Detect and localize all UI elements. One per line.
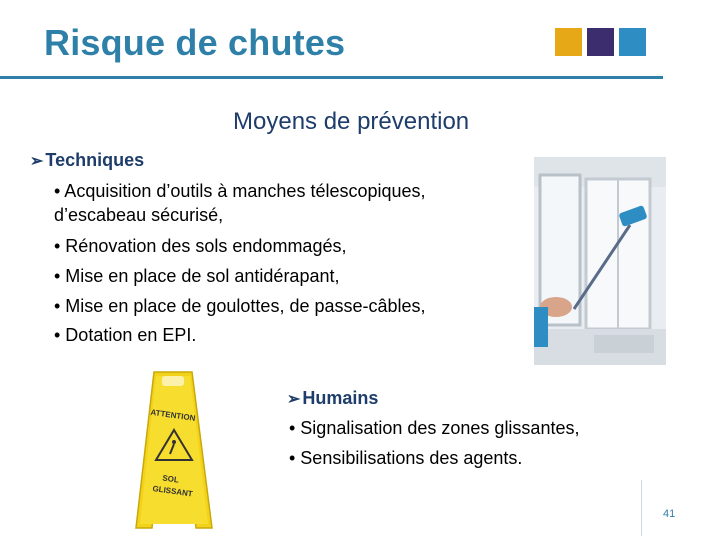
slide-subtitle: Moyens de prévention (233, 108, 470, 135)
arrow-bullet-icon: ➢ (30, 153, 44, 170)
techniques-heading-label: Techniques (45, 150, 145, 170)
page-number: 41 (663, 508, 676, 520)
list-item: • Signalisation des zones glissantes, (289, 418, 580, 438)
list-item: • Mise en place de goulottes, de passe-câbles, (54, 296, 426, 316)
sign-sol-text: SOL (161, 473, 180, 485)
list-item: • Acquisition d’outils à manches télescopiques, (54, 181, 426, 201)
arrow-bullet-icon: ➢ (287, 391, 301, 408)
sign-glissant-text: GLISSANT (151, 484, 194, 499)
window-cleaning-photo (534, 157, 666, 365)
caution-sign-image (134, 368, 214, 536)
accent-square-blue (619, 28, 646, 56)
list-item: • Dotation en EPI. (54, 325, 197, 345)
accent-square-yellow (555, 28, 582, 56)
slide-title: Risque de chutes (44, 22, 346, 63)
sign-attention-text: ATTENTION (149, 407, 196, 423)
humains-heading (287, 388, 378, 409)
title-divider (0, 76, 663, 79)
accent-square-purple (587, 28, 614, 56)
humains-heading-label: Humains (302, 388, 379, 408)
list-item: • Mise en place de sol antidérapant, (54, 266, 340, 286)
list-item: d’escabeau sécurisé, (54, 205, 224, 225)
techniques-heading (30, 150, 144, 171)
list-item: • Rénovation des sols endommagés, (54, 236, 347, 256)
list-item: • Sensibilisations des agents. (289, 448, 523, 468)
